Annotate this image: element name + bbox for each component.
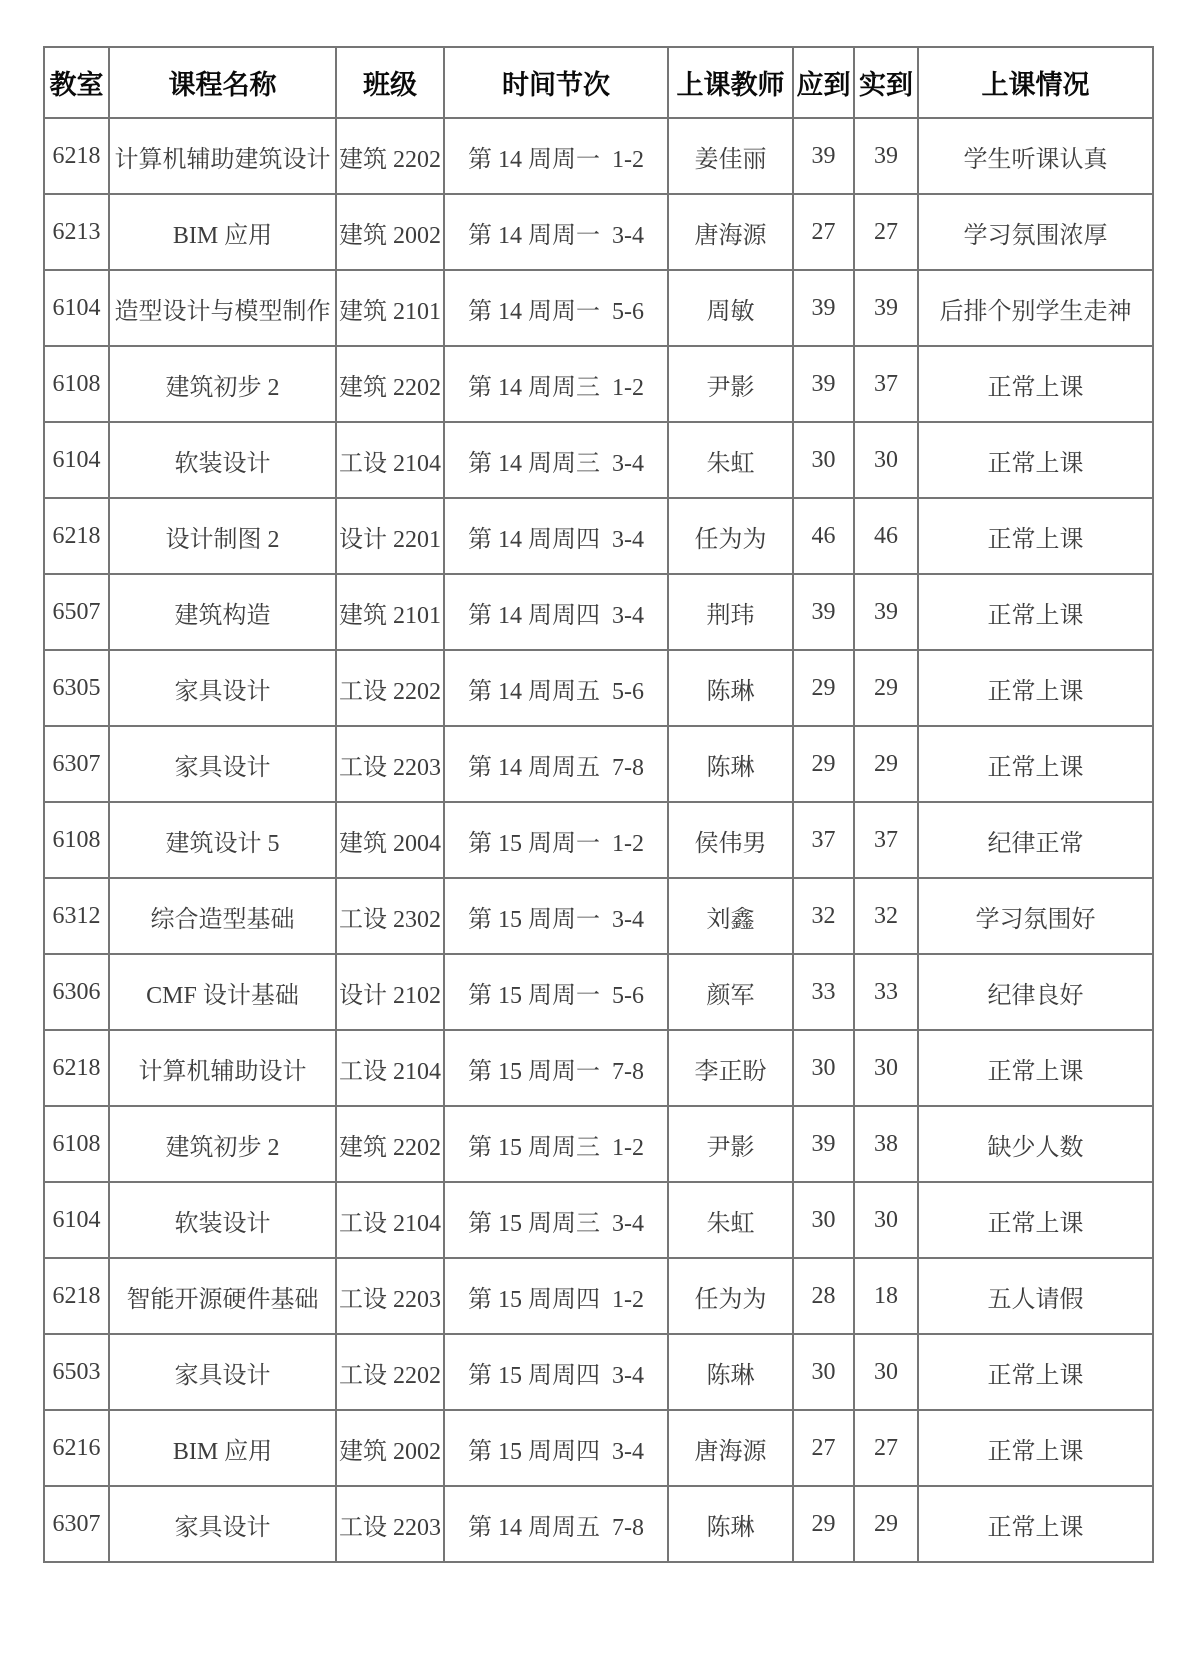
cell-course-name: 软装设计 bbox=[109, 1182, 336, 1258]
cell-classroom: 6305 bbox=[44, 650, 109, 726]
cell-course-name: BIM 应用 bbox=[109, 1410, 336, 1486]
table-row bbox=[44, 878, 1153, 954]
cell-teacher: 朱虹 bbox=[668, 422, 793, 498]
cell-class-name: 工设 2203 bbox=[336, 1486, 444, 1562]
cell-classroom: 6306 bbox=[44, 954, 109, 1030]
table-row bbox=[44, 954, 1153, 1030]
attendance-sheet bbox=[43, 46, 1154, 1563]
table-row bbox=[44, 194, 1153, 270]
cell-expected-count: 28 bbox=[793, 1258, 854, 1334]
cell-course-name: 综合造型基础 bbox=[109, 878, 336, 954]
cell-expected-count: 30 bbox=[793, 1030, 854, 1106]
cell-course-name: 建筑设计 5 bbox=[109, 802, 336, 878]
table-row bbox=[44, 650, 1153, 726]
cell-class-name: 建筑 2004 bbox=[336, 802, 444, 878]
cell-teacher: 陈琳 bbox=[668, 1334, 793, 1410]
table-row bbox=[44, 118, 1153, 194]
cell-teacher: 荆玮 bbox=[668, 574, 793, 650]
table-row bbox=[44, 574, 1153, 650]
cell-teacher: 陈琳 bbox=[668, 650, 793, 726]
cell-class-name: 建筑 2101 bbox=[336, 574, 444, 650]
cell-class-name: 设计 2201 bbox=[336, 498, 444, 574]
cell-actual-count: 30 bbox=[854, 1182, 918, 1258]
cell-course-name: 软装设计 bbox=[109, 422, 336, 498]
header-teacher: 上课教师 bbox=[668, 47, 793, 118]
cell-time-period: 第 15 周周四 3-4 bbox=[444, 1410, 668, 1486]
header-course-name: 课程名称 bbox=[109, 47, 336, 118]
cell-expected-count: 27 bbox=[793, 1410, 854, 1486]
cell-classroom: 6307 bbox=[44, 726, 109, 802]
cell-classroom: 6104 bbox=[44, 1182, 109, 1258]
cell-teacher: 唐海源 bbox=[668, 1410, 793, 1486]
cell-class-status: 后排个别学生走神 bbox=[918, 270, 1153, 346]
cell-time-period: 第 15 周周三 1-2 bbox=[444, 1106, 668, 1182]
table-row bbox=[44, 346, 1153, 422]
cell-course-name: 计算机辅助设计 bbox=[109, 1030, 336, 1106]
table-row bbox=[44, 1030, 1153, 1106]
cell-actual-count: 33 bbox=[854, 954, 918, 1030]
cell-actual-count: 29 bbox=[854, 726, 918, 802]
cell-teacher: 姜佳丽 bbox=[668, 118, 793, 194]
cell-actual-count: 38 bbox=[854, 1106, 918, 1182]
cell-class-name: 工设 2104 bbox=[336, 1182, 444, 1258]
cell-class-name: 建筑 2002 bbox=[336, 194, 444, 270]
table-row bbox=[44, 1486, 1153, 1562]
cell-class-status: 纪律正常 bbox=[918, 802, 1153, 878]
cell-expected-count: 29 bbox=[793, 650, 854, 726]
cell-class-name: 建筑 2202 bbox=[336, 346, 444, 422]
cell-course-name: 设计制图 2 bbox=[109, 498, 336, 574]
cell-expected-count: 39 bbox=[793, 118, 854, 194]
table-header bbox=[44, 47, 1153, 118]
cell-time-period: 第 14 周周三 3-4 bbox=[444, 422, 668, 498]
cell-time-period: 第 14 周周五 7-8 bbox=[444, 726, 668, 802]
cell-classroom: 6503 bbox=[44, 1334, 109, 1410]
cell-class-name: 建筑 2002 bbox=[336, 1410, 444, 1486]
cell-time-period: 第 15 周周一 7-8 bbox=[444, 1030, 668, 1106]
cell-classroom: 6312 bbox=[44, 878, 109, 954]
cell-class-name: 建筑 2202 bbox=[336, 118, 444, 194]
cell-class-status: 五人请假 bbox=[918, 1258, 1153, 1334]
cell-expected-count: 39 bbox=[793, 270, 854, 346]
cell-time-period: 第 14 周周一 1-2 bbox=[444, 118, 668, 194]
cell-class-name: 建筑 2202 bbox=[336, 1106, 444, 1182]
cell-class-status: 正常上课 bbox=[918, 650, 1153, 726]
cell-class-name: 工设 2203 bbox=[336, 726, 444, 802]
cell-class-name: 工设 2203 bbox=[336, 1258, 444, 1334]
cell-expected-count: 30 bbox=[793, 1334, 854, 1410]
cell-course-name: 造型设计与模型制作 bbox=[109, 270, 336, 346]
header-actual-count: 实到 bbox=[854, 47, 918, 118]
cell-time-period: 第 15 周周四 1-2 bbox=[444, 1258, 668, 1334]
cell-class-status: 正常上课 bbox=[918, 346, 1153, 422]
cell-class-name: 工设 2202 bbox=[336, 1334, 444, 1410]
cell-class-status: 学习氛围浓厚 bbox=[918, 194, 1153, 270]
cell-course-name: 家具设计 bbox=[109, 650, 336, 726]
cell-class-status: 正常上课 bbox=[918, 422, 1153, 498]
cell-classroom: 6104 bbox=[44, 422, 109, 498]
cell-actual-count: 29 bbox=[854, 1486, 918, 1562]
table-row bbox=[44, 802, 1153, 878]
cell-teacher: 尹影 bbox=[668, 346, 793, 422]
cell-teacher: 颜军 bbox=[668, 954, 793, 1030]
cell-class-status: 正常上课 bbox=[918, 1334, 1153, 1410]
cell-actual-count: 18 bbox=[854, 1258, 918, 1334]
cell-classroom: 6218 bbox=[44, 1258, 109, 1334]
table-row bbox=[44, 1182, 1153, 1258]
cell-classroom: 6104 bbox=[44, 270, 109, 346]
header-expected-count: 应到 bbox=[793, 47, 854, 118]
cell-class-name: 建筑 2101 bbox=[336, 270, 444, 346]
header-class-name: 班级 bbox=[336, 47, 444, 118]
cell-time-period: 第 15 周周一 3-4 bbox=[444, 878, 668, 954]
cell-actual-count: 30 bbox=[854, 1030, 918, 1106]
cell-classroom: 6108 bbox=[44, 1106, 109, 1182]
cell-course-name: 建筑初步 2 bbox=[109, 346, 336, 422]
cell-expected-count: 46 bbox=[793, 498, 854, 574]
cell-actual-count: 30 bbox=[854, 422, 918, 498]
cell-actual-count: 39 bbox=[854, 574, 918, 650]
cell-class-status: 正常上课 bbox=[918, 1410, 1153, 1486]
cell-course-name: 计算机辅助建筑设计 bbox=[109, 118, 336, 194]
cell-expected-count: 33 bbox=[793, 954, 854, 1030]
table-row bbox=[44, 422, 1153, 498]
cell-class-name: 工设 2302 bbox=[336, 878, 444, 954]
cell-class-status: 正常上课 bbox=[918, 498, 1153, 574]
cell-class-status: 学生听课认真 bbox=[918, 118, 1153, 194]
cell-course-name: 智能开源硬件基础 bbox=[109, 1258, 336, 1334]
cell-time-period: 第 14 周周四 3-4 bbox=[444, 574, 668, 650]
table-row bbox=[44, 1258, 1153, 1334]
cell-teacher: 朱虹 bbox=[668, 1182, 793, 1258]
cell-classroom: 6218 bbox=[44, 118, 109, 194]
cell-actual-count: 30 bbox=[854, 1334, 918, 1410]
cell-teacher: 陈琳 bbox=[668, 1486, 793, 1562]
attendance-table bbox=[43, 46, 1154, 1563]
cell-class-status: 正常上课 bbox=[918, 726, 1153, 802]
cell-classroom: 6108 bbox=[44, 346, 109, 422]
cell-teacher: 唐海源 bbox=[668, 194, 793, 270]
cell-class-status: 学习氛围好 bbox=[918, 878, 1153, 954]
cell-classroom: 6218 bbox=[44, 498, 109, 574]
table-row bbox=[44, 726, 1153, 802]
cell-classroom: 6213 bbox=[44, 194, 109, 270]
cell-expected-count: 30 bbox=[793, 1182, 854, 1258]
cell-teacher: 陈琳 bbox=[668, 726, 793, 802]
cell-teacher: 李正盼 bbox=[668, 1030, 793, 1106]
cell-class-status: 纪律良好 bbox=[918, 954, 1153, 1030]
cell-classroom: 6218 bbox=[44, 1030, 109, 1106]
cell-time-period: 第 14 周周三 1-2 bbox=[444, 346, 668, 422]
cell-classroom: 6216 bbox=[44, 1410, 109, 1486]
cell-teacher: 任为为 bbox=[668, 498, 793, 574]
cell-expected-count: 30 bbox=[793, 422, 854, 498]
cell-teacher: 周敏 bbox=[668, 270, 793, 346]
cell-course-name: 家具设计 bbox=[109, 1334, 336, 1410]
cell-course-name: 建筑构造 bbox=[109, 574, 336, 650]
cell-classroom: 6108 bbox=[44, 802, 109, 878]
cell-time-period: 第 14 周周一 5-6 bbox=[444, 270, 668, 346]
cell-actual-count: 27 bbox=[854, 194, 918, 270]
cell-course-name: 家具设计 bbox=[109, 1486, 336, 1562]
header-class-status: 上课情况 bbox=[918, 47, 1153, 118]
cell-actual-count: 32 bbox=[854, 878, 918, 954]
header-row bbox=[44, 47, 1153, 118]
cell-class-name: 工设 2202 bbox=[336, 650, 444, 726]
cell-actual-count: 39 bbox=[854, 118, 918, 194]
header-time-period: 时间节次 bbox=[444, 47, 668, 118]
cell-course-name: BIM 应用 bbox=[109, 194, 336, 270]
cell-time-period: 第 14 周周一 3-4 bbox=[444, 194, 668, 270]
cell-actual-count: 37 bbox=[854, 346, 918, 422]
cell-class-status: 正常上课 bbox=[918, 1182, 1153, 1258]
cell-teacher: 尹影 bbox=[668, 1106, 793, 1182]
cell-class-name: 设计 2102 bbox=[336, 954, 444, 1030]
header-classroom: 教室 bbox=[44, 47, 109, 118]
cell-expected-count: 37 bbox=[793, 802, 854, 878]
cell-course-name: 建筑初步 2 bbox=[109, 1106, 336, 1182]
cell-expected-count: 39 bbox=[793, 1106, 854, 1182]
cell-time-period: 第 14 周周五 7-8 bbox=[444, 1486, 668, 1562]
cell-expected-count: 39 bbox=[793, 574, 854, 650]
cell-teacher: 侯伟男 bbox=[668, 802, 793, 878]
cell-course-name: CMF 设计基础 bbox=[109, 954, 336, 1030]
cell-classroom: 6507 bbox=[44, 574, 109, 650]
cell-class-status: 正常上课 bbox=[918, 1030, 1153, 1106]
cell-expected-count: 39 bbox=[793, 346, 854, 422]
cell-actual-count: 27 bbox=[854, 1410, 918, 1486]
cell-teacher: 刘鑫 bbox=[668, 878, 793, 954]
table-row bbox=[44, 498, 1153, 574]
table-row bbox=[44, 1106, 1153, 1182]
cell-actual-count: 29 bbox=[854, 650, 918, 726]
cell-class-status: 缺少人数 bbox=[918, 1106, 1153, 1182]
cell-teacher: 任为为 bbox=[668, 1258, 793, 1334]
cell-time-period: 第 15 周周一 1-2 bbox=[444, 802, 668, 878]
cell-expected-count: 27 bbox=[793, 194, 854, 270]
table-body bbox=[44, 118, 1153, 1562]
cell-expected-count: 32 bbox=[793, 878, 854, 954]
cell-time-period: 第 15 周周四 3-4 bbox=[444, 1334, 668, 1410]
cell-classroom: 6307 bbox=[44, 1486, 109, 1562]
cell-time-period: 第 15 周周三 3-4 bbox=[444, 1182, 668, 1258]
cell-time-period: 第 14 周周四 3-4 bbox=[444, 498, 668, 574]
cell-class-name: 工设 2104 bbox=[336, 422, 444, 498]
cell-class-status: 正常上课 bbox=[918, 574, 1153, 650]
cell-time-period: 第 15 周周一 5-6 bbox=[444, 954, 668, 1030]
cell-class-status: 正常上课 bbox=[918, 1486, 1153, 1562]
table-row bbox=[44, 1334, 1153, 1410]
cell-class-name: 工设 2104 bbox=[336, 1030, 444, 1106]
cell-time-period: 第 14 周周五 5-6 bbox=[444, 650, 668, 726]
cell-course-name: 家具设计 bbox=[109, 726, 336, 802]
table-row bbox=[44, 270, 1153, 346]
cell-actual-count: 46 bbox=[854, 498, 918, 574]
cell-actual-count: 37 bbox=[854, 802, 918, 878]
table-row bbox=[44, 1410, 1153, 1486]
cell-expected-count: 29 bbox=[793, 1486, 854, 1562]
cell-expected-count: 29 bbox=[793, 726, 854, 802]
cell-actual-count: 39 bbox=[854, 270, 918, 346]
